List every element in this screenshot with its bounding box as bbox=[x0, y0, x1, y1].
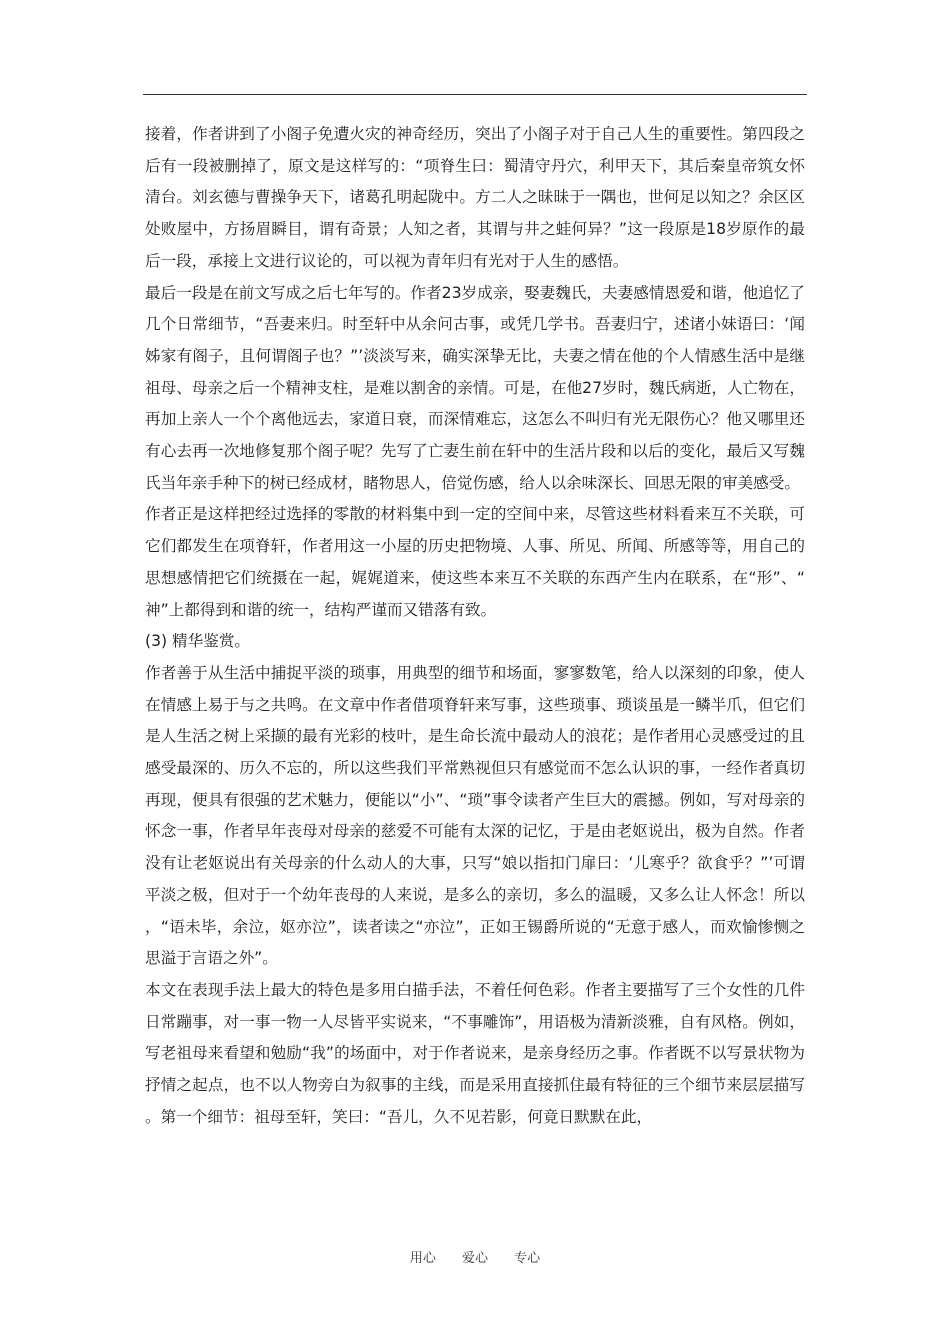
document-body bbox=[145, 119, 805, 1134]
paragraph-5: 本文在表现手法上最大的特色是多用白描手法，不着任何色彩。作者主要描写了三个女性的几件日常蹦事，对一事一物一人尽皆平实说来，“不事雕饰”，用语极为清新淡雅，自有风格。例如，写老祖母来看望和勉励“我”的场面中，对于作者说来，是亲身经历之事。作者既不以写景状物为抒情之起点，也不以人物旁白为叙事的主线，而是采用直接抓住最有特征的三个细节来层层描写。第一个细节：祖母至轩，笑曰：“吾儿，久不见若影，何竟日默默在此， bbox=[145, 980, 805, 1126]
page-footer bbox=[0, 1247, 950, 1266]
section-heading: (3) 精华鉴赏。 bbox=[145, 632, 251, 651]
paragraph-2: 最后一段是在前文写成之后七年写的。作者23岁成亲，娶妻魏氏，夫妻感情恩爱和谐，他追忆了几个日常细节，“吾妻来归。时至轩中从余问古事，或凭几学书。吾妻归宁，述诸小妹语曰：‘闻姊家有阁子，且何谓阁子也？”’淡淡写来，确实深挚无比，夫妻之情在他的个人情感生活中是继祖母、母亲之后一个精神支柱，是难以割舍的亲情。可是，在他27岁时，魏氏病逝，人亡物在，再加上亲人一个个离他远去，家道日衰，而深情难忘，这怎么不叫归有光无限伤心？他又哪里还有心去再一次地修复那个阁子呢？先写了亡妻生前在轩中的生活片段和以后的变化，最后又写魏氏当年亲手种下的树已经成材，睹物思人，倍觉伤感，给人以余味深长、回思无限的审美感受。 bbox=[145, 283, 805, 492]
paragraph-3: 作者正是这样把经过选择的零散的材料集中到一定的空间中来，尽管这些材料看来互不关联，可它们都发生在项脊轩，作者用这一小屋的历史把物境、人事、所见、所闻、所感等等，用自己的思想感情把它们统摄在一起，娓娓道来，使这些本来互不关联的东西产生内在联系，在“形”、“神”上都得到和谐的统一，结构严谨而又错落有致。 bbox=[145, 505, 805, 619]
footer-item-1: 用心 bbox=[409, 1251, 436, 1266]
footer-item-3: 专心 bbox=[514, 1251, 541, 1266]
paragraph-4: 作者善于从生活中捕捉平淡的琐事，用典型的细节和场面，寥寥数笔，给人以深刻的印象，使人在情感上易于与之共鸣。在文章中作者借项脊轩来写事，这些琐事、琐谈虽是一鳞半爪，但它们是人生活之树上采撷的最有光彩的枝叶，是生命长流中最动人的浪花；是作者用心灵感受过的且感受最深的、历久不忘的，所以这些我们平常熟视但只有感觉而不怎么认识的事，一经作者真切再现，便具有很强的艺术魅力，便能以“小”、“琐”事令读者产生巨大的震撼。例如，写对母亲的怀念一事，作者早年丧母对母亲的慈爱不可能有太深的记忆，于是由老妪说出，极为自然。作者没有让老妪说出有关母亲的什么动人的大事，只写“娘以指扣门扉曰：‘儿寒乎？欲食乎？”’可谓平淡之极，但对于一个幼年丧母的人来说，是多么的亲切，多么的温暖，又多么让人怀念！所以，“语未毕，余泣，妪亦泣”，读者读之“亦泣”，正如王锡爵所说的“无意于感人，而欢愉惨恻之思溢于言语之外”。 bbox=[145, 663, 805, 968]
paragraph-1: 接着，作者讲到了小阁子免遭火灾的神奇经历，突出了小阁子对于自己人生的重要性。第四段之后有一段被删掉了，原文是这样写的：“项脊生曰：蜀清守丹穴，利甲天下，其后秦皇帝筑女怀清台。刘玄德与曹操争天下，诸葛孔明起陇中。方二人之昧昧于一隅也，世何足以知之？余区区处败屋中，方扬眉瞬目，谓有奇景；人知之者，其谓与井之蛙何异？”这一段原是18岁原作的最后一段，承接上文进行议论的，可以视为青年归有光对于人生的感悟。 bbox=[145, 125, 805, 270]
header-rule bbox=[143, 94, 807, 95]
footer-item-2: 爱心 bbox=[461, 1251, 488, 1266]
